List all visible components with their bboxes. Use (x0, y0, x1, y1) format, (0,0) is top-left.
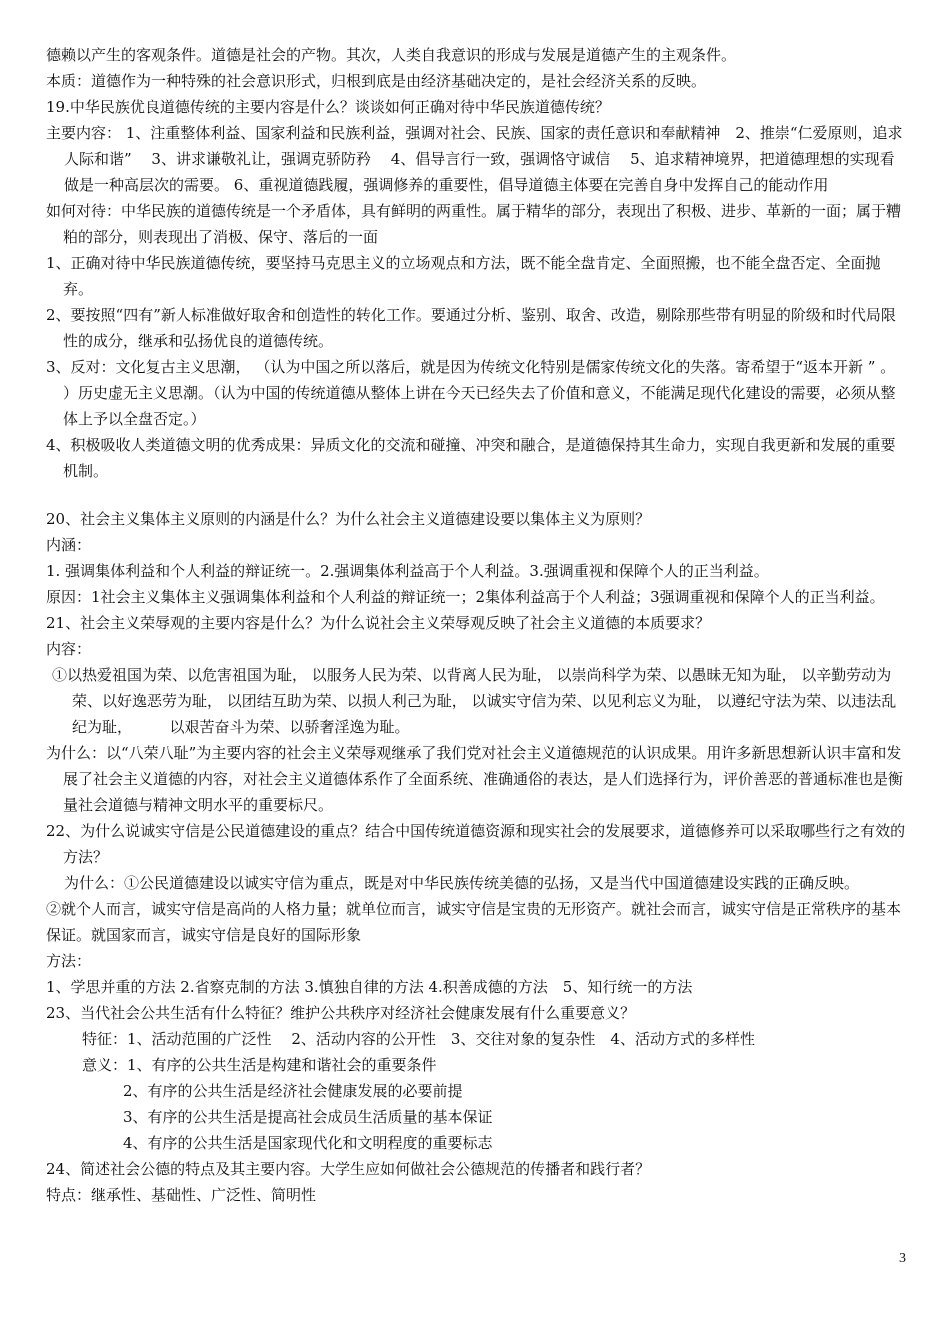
text-line: 本质：道德作为一种特殊的社会意识形式，归根到底是由经济基础决定的，是社会经济关系的反映。 (46, 72, 707, 90)
question-24-heading: 24、简述社会公德的特点及其主要内容。大学生应如何做社会公德规范的传播者和践行者？ (46, 1160, 651, 1178)
q19-main-content: 主要内容： 1、注重整体利益、国家利益和民族利益，强调对社会、民族、国家的责任意识和奉献精神 2、推崇“仁爱原则，追求人际和谐” 3、讲求谦敬礼让，强调克骄防矜 4、倡导言行一致，强调恪守诚信 5、追求精神境界，把道德理想的实现看做是一种高层次的需要。 6、重视道德践履，强调修养的重要性，倡导道德主体要在完善自身中发挥自己的能动作用 (46, 124, 903, 194)
page-number: 3 (899, 1251, 906, 1266)
text-line: 德赖以产生的客观条件。道德是社会的产物。其次，人类自我意识的形成与发展是道德产生的主观条件。 (46, 46, 737, 64)
q23-significance-1: 意义：1、有序的公共生活是构建和谐社会的重要条件 (82, 1056, 437, 1074)
q19-point-3: 3、反对：文化复古主义思潮， （认为中国之所以落后，就是因为传统文化特别是儒家传统文化的失落。寄希望于“返本开新 ” 。 ）历史虚无主义思潮。（认为中国的传统道德从整体上讲在今天已经失去了价值和意义，不能满足现代化建设的需要，必须从整体上予以全盘否定。） (46, 358, 896, 428)
paragraph-gap (0, 484, 950, 506)
q20-connotation-items: 1. 强调集体利益和个人利益的辩证统一。2.强调集体利益高于个人利益。3.强调重视和保障个人的正当利益。 (46, 562, 769, 580)
q21-content-label: 内容： (46, 640, 92, 658)
q21-eight-honors: ①以热爱祖国为荣、以危害祖国为耻， 以服务人民为荣、以背离人民为耻， 以崇尚科学为荣、以愚昧无知为耻， 以辛勤劳动为荣、以好逸恶劳为耻， 以团结互助为荣、以损人利己为耻， 以诚实守信为荣、以见利忘义为耻， 以遵纪守法为荣、以违法乱纪为耻， 以艰苦奋斗为荣、以骄奢淫逸为耻。 (52, 666, 897, 736)
q22-methods: 1、学思并重的方法 2.省察克制的方法 3.慎独自律的方法 4.积善成德的方法 5、知行统一的方法 (46, 978, 693, 996)
page-body (0, 42, 950, 1208)
q23-features: 特征：1、活动范围的广泛性 2、活动内容的公开性 3、交往对象的复杂性 4、活动方式的多样性 (82, 1030, 755, 1048)
q22-point-2: ②就个人而言，诚实守信是高尚的人格力量；就单位而言，诚实守信是宝贵的无形资产。就社会而言，诚实守信是正常秩序的基本保证。就国家而言，诚实守信是良好的国际形象 (46, 900, 902, 944)
question-23-heading: 23、当代社会公共生活有什么特征？维护公共秩序对经济社会健康发展有什么重要意义？ (46, 1004, 636, 1022)
q19-point-2: 2、要按照“四有”新人标准做好取舍和创造性的转化工作。要通过分析、鉴别、取舍、改造，剔除那些带有明显的阶级和时代局限性的成分，继承和弘扬优良的道德传统。 (46, 306, 896, 350)
q19-point-4: 4、积极吸收人类道德文明的优秀成果：异质文化的交流和碰撞、冲突和融合，是道德保持其生命力，实现自我更新和发展的重要机制。 (46, 436, 896, 480)
question-21-heading: 21、社会主义荣辱观的主要内容是什么？为什么说社会主义荣辱观反映了社会主义道德的本质要求？ (46, 614, 711, 632)
q23-significance-3: 3、有序的公共生活是提高社会成员生活质量的基本保证 (123, 1108, 493, 1126)
q22-why: 为什么：①公民道德建设以诚实守信为重点，既是对中华民族传统美德的弘扬，又是当代中国道德建设实践的正确反映。 (64, 874, 860, 892)
q23-significance-2: 2、有序的公共生活是经济社会健康发展的必要前提 (123, 1082, 463, 1100)
question-20-heading: 20、社会主义集体主义原则的内涵是什么？为什么社会主义道德建设要以集体主义为原则？ (46, 510, 651, 528)
q20-connotation-label: 内涵： (46, 536, 92, 554)
q21-why: 为什么：以“八荣八耻”为主要内容的社会主义荣辱观继承了我们党对社会主义道德规范的认识成果。用许多新思想新认识丰富和发展了社会主义道德的内容，对社会主义道德体系作了全面系统、准确通俗的表达，是人们选择行为，评价善恶的普通标准也是衡量社会道德与精神文明水平的重要标尺。 (46, 744, 904, 814)
q24-features: 特点：继承性、基础性、广泛性、简明性 (46, 1186, 317, 1204)
q19-point-1: 1、正确对待中华民族道德传统，要坚持马克思主义的立场观点和方法，既不能全盘肯定、全面照搬，也不能全盘否定、全面抛弃。 (46, 254, 881, 298)
q22-methods-label: 方法： (46, 952, 92, 970)
question-22-heading: 22、为什么说诚实守信是公民道德建设的重点？结合中国传统道德资源和现实社会的发展要求，道德修养可以采取哪些行之有效的方法？ (46, 822, 906, 866)
q19-how-to-treat: 如何对待：中华民族的道德传统是一个矛盾体，具有鲜明的两重性。属于精华的部分，表现出了积极、进步、革新的一面；属于糟粕的部分，则表现出了消极、保守、落后的一面 (46, 202, 902, 246)
q20-reason: 原因：1社会主义集体主义强调集体利益和个人利益的辩证统一；2集体利益高于个人利益；3强调重视和保障个人的正当利益。 (46, 588, 885, 606)
q23-significance-4: 4、有序的公共生活是国家现代化和文明程度的重要标志 (123, 1134, 493, 1152)
question-19-heading: 19.中华民族优良道德传统的主要内容是什么？谈谈如何正确对待中华民族道德传统？ (46, 98, 610, 116)
